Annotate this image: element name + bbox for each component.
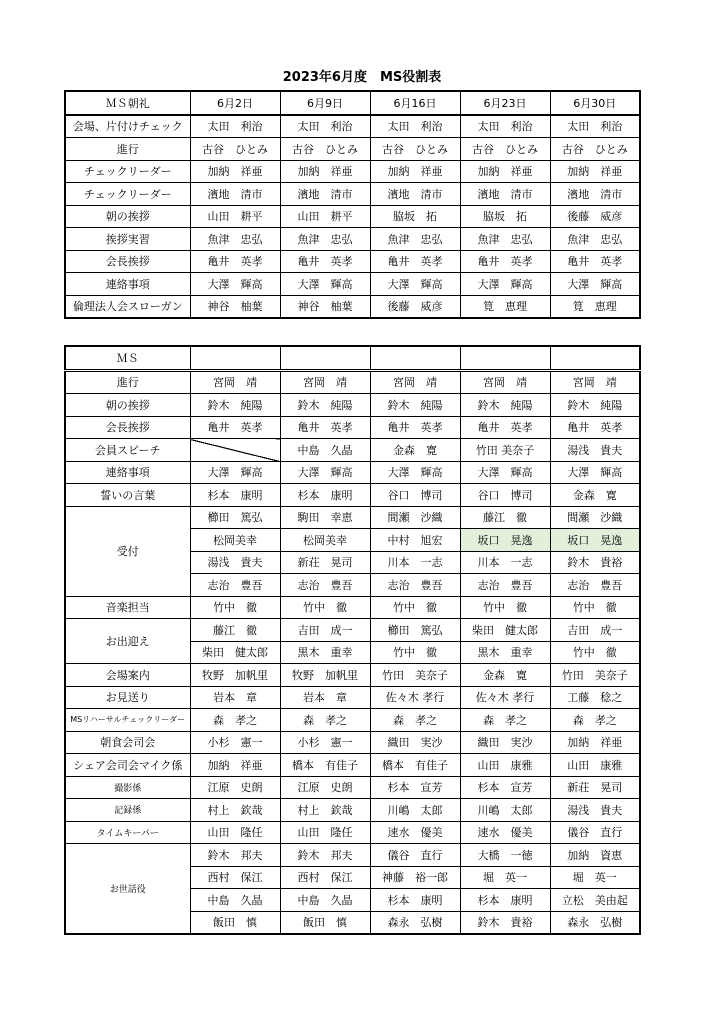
name-cell: 橋本 有佳子 [370,754,460,777]
name-cell: 新荘 晃司 [550,776,640,799]
name-cell: 加納 祥亜 [190,160,280,183]
role-cell: 朝食会司会 [65,731,190,754]
name-cell: 鈴木 純陽 [280,394,370,417]
name-cell: 鈴木 純陽 [460,394,550,417]
name-cell: 後藤 威彦 [550,205,640,228]
name-cell: 魚津 忠弘 [190,228,280,251]
name-cell: 鈴木 貴裕 [460,911,550,934]
name-cell: 古谷 ひとみ [280,138,370,161]
name-cell: 湯浅 貴夫 [550,439,640,462]
name-cell: 古谷 ひとみ [370,138,460,161]
table-row [65,596,640,619]
name-cell: 亀井 英孝 [190,250,280,273]
name-cell: 加納 祥亜 [370,160,460,183]
name-cell: 森 孝之 [280,709,370,732]
name-cell: 鈴木 貴裕 [550,551,640,574]
name-cell: 古谷 ひとみ [460,138,550,161]
name-cell: 濱地 清市 [460,183,550,206]
name-cell: 小杉 憲一 [190,731,280,754]
name-cell: 加納 祥亜 [550,160,640,183]
role-cell: 撮影係 [65,776,190,799]
name-cell: 黒木 重幸 [280,641,370,664]
name-cell: 太田 利治 [280,115,370,138]
role-cell: 朝の挨拶 [65,205,190,228]
name-cell: 亀井 英孝 [370,416,460,439]
name-cell: 古谷 ひとみ [550,138,640,161]
name-cell: 加納 祥亜 [190,754,280,777]
table-row [65,484,640,507]
role-cell: 会長挨拶 [65,250,190,273]
name-cell: 堀 英一 [460,866,550,889]
name-cell: 鈴木 純陽 [370,394,460,417]
table-row [65,799,640,822]
role-cell: お出迎え [65,619,190,664]
name-cell: 濱地 清市 [280,183,370,206]
table-row [65,205,640,228]
name-cell: 中島 久晶 [190,889,280,912]
name-cell: 太田 利治 [370,115,460,138]
name-cell: 加納 祥亜 [280,160,370,183]
name-cell: 脇坂 拓 [370,205,460,228]
name-cell: 大澤 輝高 [550,461,640,484]
header-cell: ＭＳ [65,346,190,370]
name-cell: 加納 資恵 [550,844,640,867]
table-row [65,664,640,687]
date-header-cell: 6月16日 [370,91,460,115]
name-cell: 森永 弘樹 [370,911,460,934]
role-cell: 倫理法人会スローガン [65,295,190,318]
name-cell: 鈴木 邦夫 [280,844,370,867]
role-cell: 会場案内 [65,664,190,687]
date-header-cell: 6月9日 [280,91,370,115]
name-cell: 谷口 博司 [460,484,550,507]
role-cell: 連絡事項 [65,273,190,296]
name-cell: 山田 康雅 [550,754,640,777]
name-cell: 川嶋 太郎 [460,799,550,822]
name-cell: 湯浅 貴夫 [190,551,280,574]
name-cell: 大澤 輝高 [280,461,370,484]
name-cell: 中島 久晶 [280,889,370,912]
name-cell: 神谷 柚葉 [190,295,280,318]
name-cell: 山田 隆任 [190,821,280,844]
name-cell: 飯田 慎 [280,911,370,934]
table-row [65,250,640,273]
table-row [65,821,640,844]
name-cell: 川本 一志 [460,551,550,574]
name-cell: 竹中 徹 [550,641,640,664]
name-cell: 速水 優美 [460,821,550,844]
table-row [65,619,640,642]
role-cell: 連絡事項 [65,461,190,484]
name-cell: 亀井 英孝 [460,416,550,439]
role-cell: お見送り [65,686,190,709]
name-cell: 宮岡 靖 [550,370,640,394]
name-cell: 鈴木 純陽 [550,394,640,417]
name-cell: 大澤 輝高 [190,461,280,484]
name-cell: 古谷 ひとみ [190,138,280,161]
name-cell: 岩本 章 [190,686,280,709]
table-row [65,160,640,183]
name-cell: 牧野 加帆里 [280,664,370,687]
name-cell: 森 孝之 [550,709,640,732]
name-cell: 湯浅 貴夫 [550,799,640,822]
role-cell: 音楽担当 [65,596,190,619]
name-cell: 橋本 有佳子 [280,754,370,777]
name-cell: 竹中 徹 [550,596,640,619]
name-cell: 杉本 康明 [460,889,550,912]
name-cell: 加納 祥亜 [460,160,550,183]
name-cell: 山田 隆任 [280,821,370,844]
name-cell: 谷口 博司 [370,484,460,507]
date-header-cell: 6月2日 [190,91,280,115]
blank-header-cell [280,346,370,370]
name-cell: 魚津 忠弘 [280,228,370,251]
name-cell: 森 孝之 [370,709,460,732]
table-row [65,228,640,251]
name-cell: 工藤 稔之 [550,686,640,709]
name-cell: 大澤 輝高 [370,273,460,296]
blank-header-cell [190,346,280,370]
name-cell: 佐々木 孝行 [460,686,550,709]
table-row [65,138,640,161]
table-row [65,709,640,732]
table-header-row [65,91,640,115]
name-cell: 宮岡 靖 [460,370,550,394]
name-cell: 牧野 加帆里 [190,664,280,687]
name-cell: 金森 寛 [370,439,460,462]
name-cell: 亀井 英孝 [460,250,550,273]
name-cell: 志治 豊吾 [370,574,460,597]
name-cell: 志治 豊吾 [550,574,640,597]
name-cell: 織田 実沙 [370,731,460,754]
name-cell: 岩本 章 [280,686,370,709]
name-cell: 太田 利治 [460,115,550,138]
name-cell: 竹中 徹 [370,641,460,664]
table-row [65,115,640,138]
role-cell: チェックリーダー [65,183,190,206]
name-cell: 鈴木 邦夫 [190,844,280,867]
table-row [65,273,640,296]
table-row [65,686,640,709]
name-cell: 小杉 憲一 [280,731,370,754]
name-cell: 吉田 成一 [550,619,640,642]
name-cell: 中島 久晶 [280,439,370,462]
table-row [65,183,640,206]
role-cell: 会場、片付けチェック [65,115,190,138]
name-cell: 間瀬 沙織 [370,506,460,529]
name-cell: 亀井 英孝 [280,250,370,273]
role-cell: 進行 [65,138,190,161]
name-cell: 間瀬 沙織 [550,506,640,529]
name-cell: 松岡美幸 [280,529,370,552]
role-cell: 挨拶実習 [65,228,190,251]
name-cell: 亀井 英孝 [370,250,460,273]
name-cell: 竹中 徹 [190,596,280,619]
role-cell: 朝の挨拶 [65,394,190,417]
name-cell: 濱地 清市 [550,183,640,206]
name-cell: 金森 寛 [550,484,640,507]
name-cell: 志治 豊吾 [460,574,550,597]
table-row [65,370,640,394]
table-row [65,416,640,439]
table-row [65,776,640,799]
date-header-cell: 6月23日 [460,91,550,115]
name-cell: 駒田 幸恵 [280,506,370,529]
name-cell: 濱地 清市 [190,183,280,206]
role-cell: お世話役 [65,844,190,935]
name-cell: 竹田 美奈子 [550,664,640,687]
name-cell: 竹田 美奈子 [370,664,460,687]
name-cell: 柴田 健太郎 [190,641,280,664]
name-cell: 魚津 忠弘 [550,228,640,251]
name-cell: 杉本 宣芳 [370,776,460,799]
name-cell: 儀谷 直行 [550,821,640,844]
table-row [65,506,640,529]
name-cell: 亀井 英孝 [280,416,370,439]
name-cell: 加納 祥亜 [550,731,640,754]
role-cell: 記録係 [65,799,190,822]
name-cell: 宮岡 靖 [190,370,280,394]
name-cell: 西村 保江 [280,866,370,889]
table-row [65,844,640,867]
name-cell: 杉本 宣芳 [460,776,550,799]
name-cell: 坂口 晃逸 [550,529,640,552]
role-cell: シェア会司会マイク係 [65,754,190,777]
ms-schedule-table [64,345,641,935]
name-cell: 大澤 輝高 [370,461,460,484]
name-cell: 金森 寛 [460,664,550,687]
role-cell: 受付 [65,506,190,596]
name-cell: 大澤 輝高 [280,273,370,296]
table-row [65,754,640,777]
blank-header-cell [550,346,640,370]
blank-header-cell [460,346,550,370]
name-cell: 佐々木 孝行 [370,686,460,709]
role-cell: 会員スピーチ [65,439,190,462]
name-cell: 杉本 康明 [190,484,280,507]
table-row [65,295,640,318]
name-cell: 筧 恵理 [460,295,550,318]
name-cell: 杉本 康明 [370,889,460,912]
name-cell: 西村 保江 [190,866,280,889]
name-cell: 太田 利治 [550,115,640,138]
date-header-cell: 6月30日 [550,91,640,115]
name-cell: 速水 優美 [370,821,460,844]
name-cell: 立松 美由起 [550,889,640,912]
name-cell: 坂口 晃逸 [460,529,550,552]
name-cell: 大橋 一徳 [460,844,550,867]
name-cell: 太田 利治 [190,115,280,138]
name-cell: 新荘 晃司 [280,551,370,574]
name-cell: 吉田 成一 [280,619,370,642]
name-cell: 脇坂 拓 [460,205,550,228]
name-cell: 村上 欽哉 [190,799,280,822]
name-cell: 神谷 柚葉 [280,295,370,318]
struck-out-cell [190,439,280,462]
name-cell: 森 孝之 [190,709,280,732]
name-cell: 志治 豊吾 [280,574,370,597]
name-cell: 亀井 英孝 [550,416,640,439]
role-cell: 会長挨拶 [65,416,190,439]
name-cell: 大澤 輝高 [460,273,550,296]
role-cell: 進行 [65,370,190,394]
name-cell: 森永 弘樹 [550,911,640,934]
table-header-row [65,346,640,370]
name-cell: 江原 史朗 [190,776,280,799]
name-cell: 櫛田 篤弘 [370,619,460,642]
name-cell: 大澤 輝高 [550,273,640,296]
name-cell: 江原 史朗 [280,776,370,799]
name-cell: 藤江 徹 [190,619,280,642]
role-cell: 誓いの言葉 [65,484,190,507]
name-cell: 藤江 徹 [460,506,550,529]
name-cell: 村上 欽哉 [280,799,370,822]
name-cell: 竹中 徹 [280,596,370,619]
header-cell: ＭＳ朝礼 [65,91,190,115]
role-cell: タイムキーパー [65,821,190,844]
name-cell: 宮岡 靖 [370,370,460,394]
name-cell: 亀井 英孝 [550,250,640,273]
name-cell: 黒木 重幸 [460,641,550,664]
name-cell: 杉本 康明 [280,484,370,507]
name-cell: 後藤 威彦 [370,295,460,318]
name-cell: 儀谷 直行 [370,844,460,867]
role-cell: MSリハーサルチェックリーダー [65,709,190,732]
name-cell: 大澤 輝高 [460,461,550,484]
name-cell: 亀井 英孝 [190,416,280,439]
name-cell: 織田 実沙 [460,731,550,754]
name-cell: 柴田 健太郎 [460,619,550,642]
name-cell: 魚津 忠弘 [370,228,460,251]
name-cell: 神藤 裕一郎 [370,866,460,889]
name-cell: 山田 康雅 [460,754,550,777]
name-cell: 堀 英一 [550,866,640,889]
page-title: 2023年6月度 MS役割表 [282,70,442,85]
name-cell: 飯田 慎 [190,911,280,934]
table-row [65,394,640,417]
name-cell: 竹中 徹 [370,596,460,619]
name-cell: 松岡美幸 [190,529,280,552]
table-row [65,439,640,462]
name-cell: 川嶋 太郎 [370,799,460,822]
role-cell: チェックリーダー [65,160,190,183]
name-cell: 中村 旭宏 [370,529,460,552]
name-cell: 森 孝之 [460,709,550,732]
table-row [65,461,640,484]
name-cell: 宮岡 靖 [280,370,370,394]
name-cell: 筧 恵理 [550,295,640,318]
name-cell: 川本 一志 [370,551,460,574]
morning-schedule-table [64,90,641,319]
name-cell: 大澤 輝高 [190,273,280,296]
table-row [65,731,640,754]
name-cell: 山田 耕平 [190,205,280,228]
name-cell: 竹田 美奈子 [460,439,550,462]
name-cell: 魚津 忠弘 [460,228,550,251]
blank-header-cell [370,346,460,370]
name-cell: 櫛田 篤弘 [190,506,280,529]
name-cell: 志治 豊吾 [190,574,280,597]
name-cell: 山田 耕平 [280,205,370,228]
name-cell: 濱地 清市 [370,183,460,206]
name-cell: 竹中 徹 [460,596,550,619]
name-cell: 鈴木 純陽 [190,394,280,417]
